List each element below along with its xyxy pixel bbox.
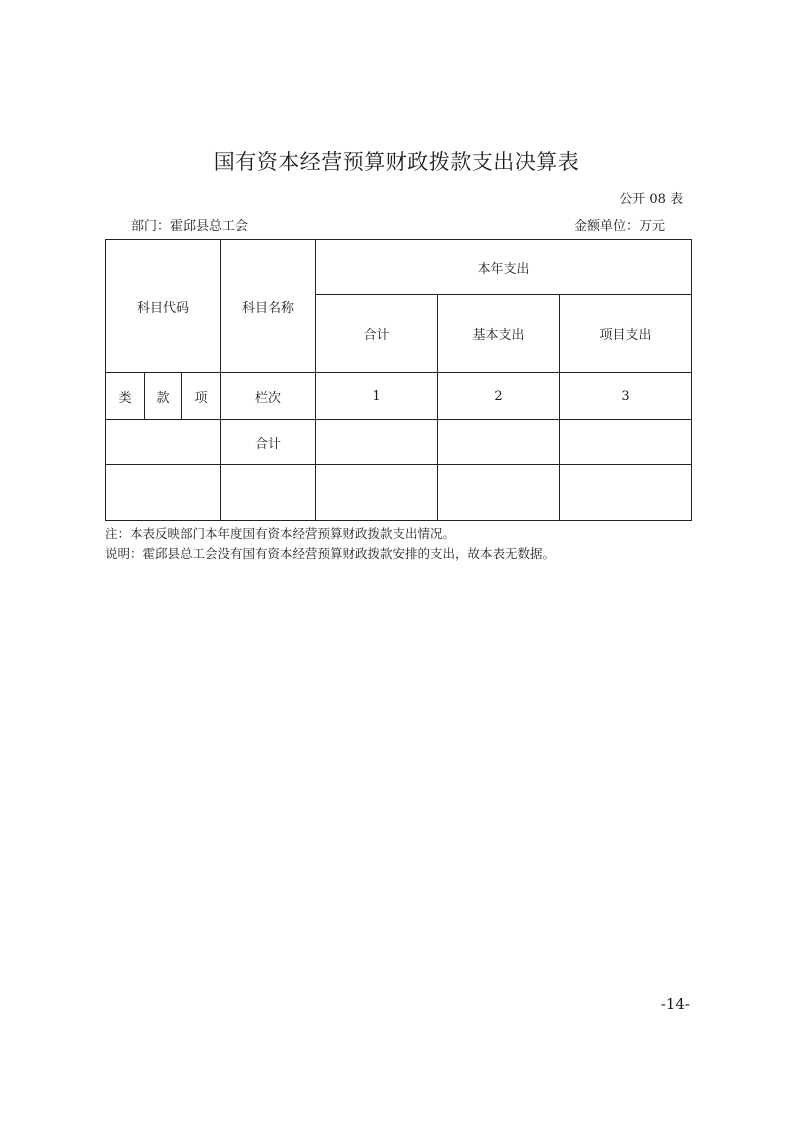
category-cell: 类	[106, 373, 145, 420]
table-note: 注：本表反映部门本年度国有资本经营预算财政拨款支出情况。	[105, 526, 456, 541]
empty-total-cell	[316, 465, 438, 521]
form-number: 公开 08 表	[619, 192, 683, 207]
subject-name-header: 科目名称	[221, 240, 316, 373]
empty-code-cell	[106, 465, 221, 521]
page-title: 国有资本经营预算财政拨款支出决算表	[213, 150, 580, 174]
notes-block	[105, 524, 555, 564]
current-year-expenditure-header: 本年支出	[316, 240, 692, 295]
header-row-1	[106, 240, 692, 295]
total-row-total-cell	[316, 420, 438, 465]
column-number-1: 1	[316, 373, 438, 420]
total-row-code-cell	[106, 420, 221, 465]
total-row-project-cell	[560, 420, 692, 465]
empty-name-cell	[221, 465, 316, 521]
total-row	[106, 420, 692, 465]
department-label: 部门：霍邱县总工会	[131, 219, 249, 234]
item-cell: 项	[182, 373, 221, 420]
subject-code-header: 科目代码	[106, 240, 221, 373]
column-index-label: 栏次	[221, 373, 316, 420]
total-row-basic-cell	[438, 420, 560, 465]
empty-project-cell	[560, 465, 692, 521]
empty-data-row	[106, 465, 692, 521]
section-cell: 款	[145, 373, 182, 420]
page-number: -14-	[660, 995, 690, 1013]
table-explanation: 说明：霍邱县总工会没有国有资本经营预算财政拨款安排的支出，故本表无数据。	[105, 546, 556, 561]
total-header: 合计	[316, 295, 438, 373]
empty-basic-cell	[438, 465, 560, 521]
basic-expenditure-header: 基本支出	[438, 295, 560, 373]
column-number-2: 2	[438, 373, 560, 420]
project-expenditure-header: 项目支出	[560, 295, 692, 373]
amount-unit-label: 金额单位：万元	[573, 219, 665, 234]
column-number-3: 3	[560, 373, 692, 420]
total-row-label: 合计	[221, 420, 316, 465]
column-number-row	[106, 373, 692, 420]
expenditure-table	[105, 239, 692, 521]
